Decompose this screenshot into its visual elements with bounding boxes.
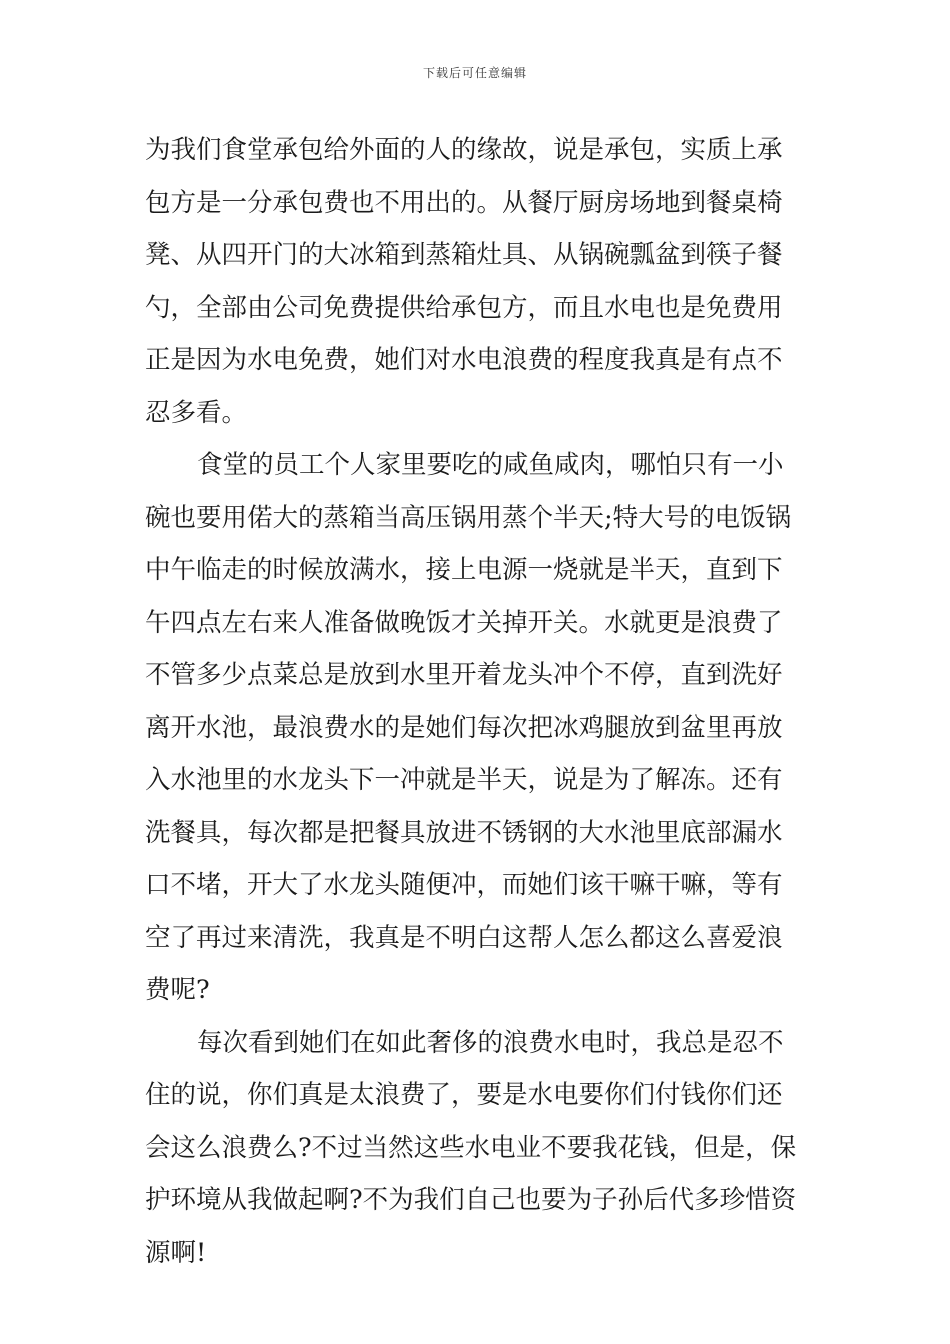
text-line: 忍多看。	[145, 397, 248, 428]
paragraph-3	[145, 1017, 815, 1280]
text-line: 碗也要用偌大的蒸箱当高压锅用蒸个半天;特大号的电饭锅	[145, 502, 792, 533]
text-line: 包方是一分承包费也不用出的。从餐厅厨房场地到餐桌椅	[145, 187, 783, 218]
document-body	[145, 124, 815, 1279]
text-line: 入水池里的水龙头下一冲就是半天，说是为了解冻。还有	[145, 765, 783, 795]
text-line: 离开水池，最浪费水的是她们每次把冰鸡腿放到盆里再放	[145, 712, 783, 743]
text-line: 洗餐具，每次都是把餐具放进不锈钢的大水池里底部漏水	[145, 817, 783, 848]
text-line: 会这么浪费么?不过当然这些水电业不要我花钱，但是，保	[145, 1132, 797, 1163]
page-header-note: 下载后可任意编辑	[422, 66, 527, 80]
text-line: 口不堵，开大了水龙头随便冲，而她们该干嘛干嘛，等有	[145, 870, 783, 900]
text-line: 住的说，你们真是太浪费了，要是水电要你们付钱你们还	[145, 1080, 783, 1110]
text-line: 源啊!	[145, 1237, 207, 1268]
text-line: 不管多少点菜总是放到水里开着龙头冲个不停，直到洗好	[145, 660, 783, 690]
paragraph-1	[145, 124, 815, 439]
text-line: 护环境从我做起啊?不为我们自己也要为子孙后代多珍惜资	[145, 1185, 797, 1215]
text-line: 每次看到她们在如此奢侈的浪费水电时，我总是忍不	[197, 1027, 784, 1058]
text-line: 为我们食堂承包给外面的人的缘故，说是承包，实质上承	[145, 135, 783, 165]
paragraph-2	[145, 439, 815, 1017]
text-line: 中午临走的时候放满水，接上电源一烧就是半天，直到下	[145, 555, 783, 585]
text-line: 空了再过来清洗，我真是不明白这帮人怎么都这么喜爱浪	[145, 922, 783, 953]
text-line: 正是因为水电免费，她们对水电浪费的程度我真是有点不	[145, 345, 783, 375]
text-line: 费呢?	[145, 975, 210, 1005]
text-line: 勺，全部由公司免费提供给承包方，而且水电也是免费用	[145, 292, 783, 323]
text-line: 凳、从四开门的大冰箱到蒸箱灶具、从锅碗瓢盆到筷子餐	[145, 240, 783, 270]
text-line: 食堂的员工个人家里要吃的咸鱼咸肉，哪怕只有一小	[197, 450, 784, 480]
text-line: 午四点左右来人准备做晚饭才关掉开关。水就更是浪费了	[145, 607, 783, 638]
